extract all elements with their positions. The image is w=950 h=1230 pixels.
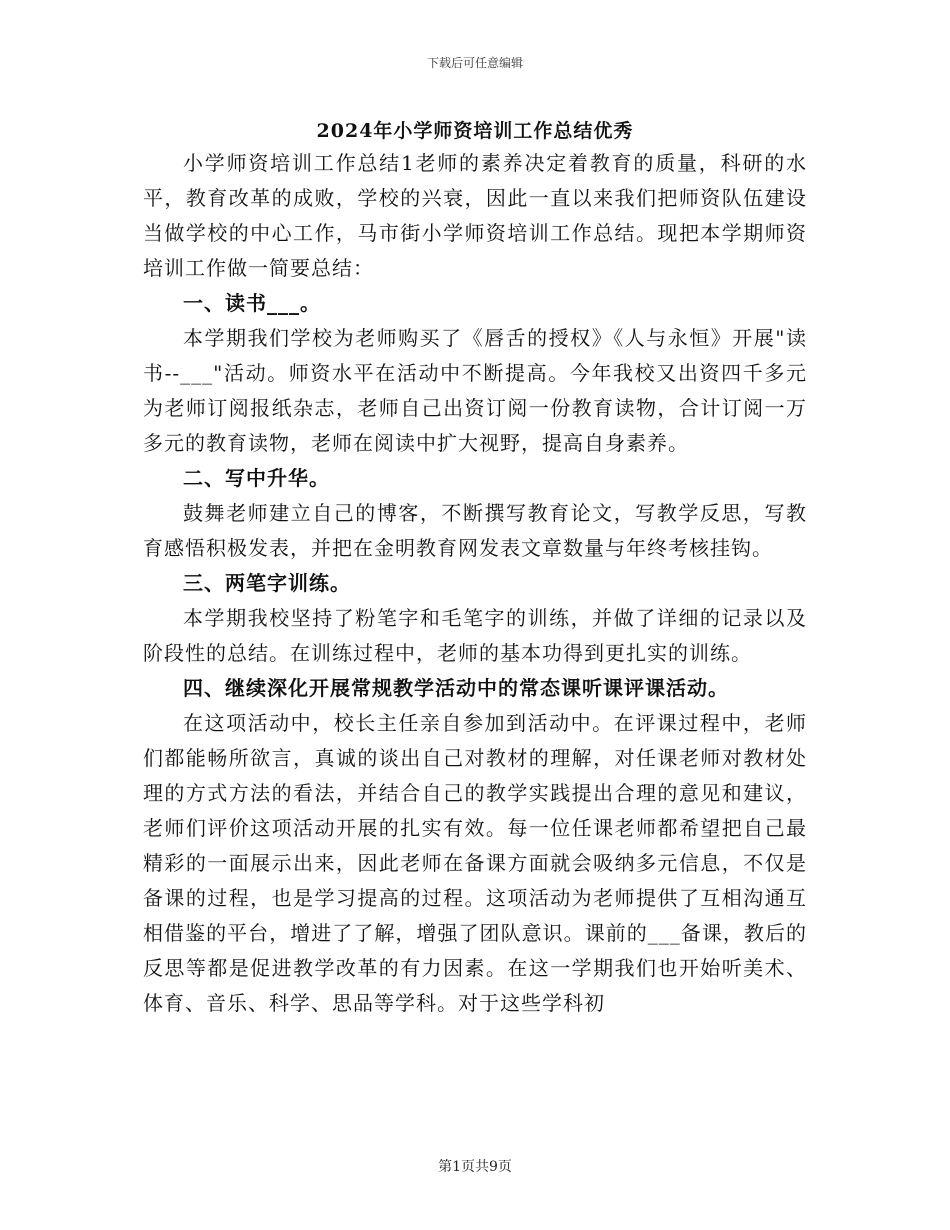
- document-title: 2024年小学师资培训工作总结优秀: [316, 120, 634, 142]
- header-note: 下载后可任意编辑: [426, 56, 523, 70]
- document-body: [143, 146, 807, 1021]
- section-heading-reading: 一、读书___。: [183, 291, 321, 315]
- lesson-observation-paragraph: 在这项活动中，校长主任亲自参加到活动中。在评课过程中，老师们都能畅所欲言，真诚的谈出自己对教材的理解，对任课老师对教材处理的方式方法的看法，并结合自己的教学实践提出合理的意见和建议，老师们评价这项活动开展的扎实有效。每一位任课老师都希望把自己最精彩的一面展示出来，因此老师在备课方面就会吸纳多元信息，不仅是备课的过程，也是学习提高的过程。这项活动为老师提供了互相沟通互相借鉴的平台，增进了了解，增强了团队意识。课前的___备课，教后的反思等都是促进教学改革的有力因素。在这一学期我们也开始听美术、体育、音乐、科学、思品等学科。对于这些学科初: [143, 711, 807, 1015]
- writing-paragraph: 鼓舞老师建立自己的博客，不断撰写教育论文，写教学反思，写教育感悟积极发表，并把在金明教育网发表文章数量与年终考核挂钩。: [143, 501, 807, 560]
- section-heading-lesson-observation: 四、继续深化开展常规教学活动中的常态课听课评课活动。: [183, 676, 729, 700]
- reading-paragraph: 本学期我们学校为老师购买了《唇舌的授权》《人与永恒》开展"读书--___"活动。师资水平在活动中不断提高。今年我校又出资四千多元为老师订阅报纸杂志，老师自己出资订阅一份教育读物，合计订阅一万多元的教育读物，老师在阅读中扩大视野，提高自身素养。: [143, 326, 807, 455]
- section-heading-calligraphy: 三、两笔字训练。: [183, 571, 351, 595]
- section-heading-writing: 二、写中升华。: [183, 466, 330, 490]
- page-footer: 第1页共9页: [438, 1159, 512, 1175]
- intro-paragraph: 小学师资培训工作总结1老师的素养决定着教育的质量，科研的水平，教育改革的成败，学校的兴衰，因此一直以来我们把师资队伍建设当做学校的中心工作，马市街小学师资培训工作总结。现把本学期师资培训工作做一简要总结：: [143, 151, 807, 280]
- calligraphy-paragraph: 本学期我校坚持了粉笔字和毛笔字的训练，并做了详细的记录以及阶段性的总结。在训练过程中，老师的基本功得到更扎实的训练。: [143, 606, 807, 665]
